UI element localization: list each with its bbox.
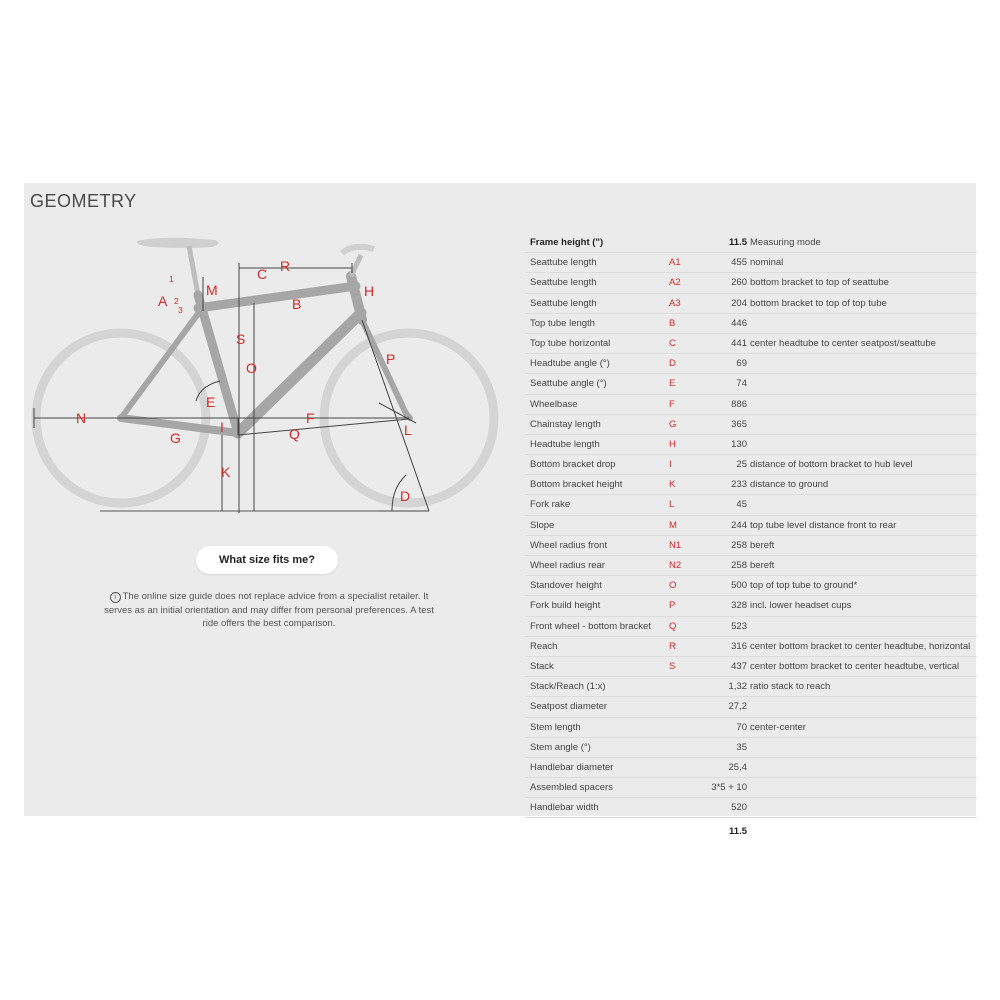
table-row [525,435,977,455]
footer-value: 11.5 [729,826,747,838]
row-desc: bereft [750,560,775,571]
header-value: 11.5 [729,237,747,248]
row-desc: top of top tube to ground* [750,580,858,592]
row-code: A3 [669,297,681,309]
row-code: K [669,479,676,491]
row-value: 523 [731,620,747,632]
label-a: A [158,293,168,309]
row-code: R [669,640,676,652]
row-value: 328 [731,600,747,612]
label-2: 2 [174,296,179,306]
row-label: Stem angle (°) [530,741,591,753]
row-label: Headtube length [530,438,600,450]
top-tube [198,286,356,308]
table-body [525,253,977,818]
label-k: K [221,464,231,480]
row-value: 69 [736,358,747,370]
row-value: 520 [731,802,747,814]
table-row [525,718,977,738]
label-f: F [306,410,315,426]
row-label: Chainstay length [530,418,601,430]
row-label: Top tube horizontal [530,337,611,349]
row-value: 258 [731,560,747,571]
row-code: F [669,398,675,410]
label-b: B [292,296,302,312]
row-desc: ratio stack to reach [750,681,831,693]
table-row [525,657,977,677]
row-value: 500 [731,580,747,592]
table-row [525,778,977,798]
note-text: The online size guide does not replace advice from a specialist retailer. It serves as an initial orientation and may differ from personal preferences. A test ride offers the best comparison. [104,591,434,629]
row-value: 455 [731,257,747,269]
label-i: I [220,419,224,435]
label-g: G [170,430,181,446]
saddle [137,238,219,248]
row-desc: incl. lower headset cups [750,600,852,612]
row-code: H [669,438,676,450]
row-label: Top tube length [530,317,595,329]
row-value: 25,4 [728,761,747,773]
bike-geometry-diagram [24,183,524,543]
table-row [525,253,977,273]
row-desc: distance of bottom bracket to hub level [750,459,913,471]
row-value: 1,32 [728,681,747,693]
row-value: 446 [731,317,747,329]
row-code: C [669,337,676,349]
table-row [525,758,977,778]
size-guide-button[interactable]: What size fits me? [196,546,338,574]
row-value: 886 [731,398,747,410]
row-desc: center bottom bracket to center headtube, vertical [750,660,960,672]
row-code: E [669,378,676,390]
table-row [525,415,977,435]
row-label: Slope [530,519,555,531]
row-code: M [669,519,677,531]
head-tube [351,276,362,320]
table-row [525,273,977,293]
row-code: Q [669,620,677,632]
row-desc: center-center [750,721,806,733]
label-c: C [257,266,268,282]
row-label: Fork rake [530,499,571,511]
table-row [525,516,977,536]
row-value: 27,2 [728,701,747,713]
row-label: Seattube length [530,257,597,269]
row-value: 316 [731,640,747,652]
row-desc: distance to ground [750,479,829,491]
row-value: 45 [736,499,747,511]
label-d: D [400,488,411,504]
row-desc: center headtube to center seatpost/seattube [750,337,936,349]
row-value: 3*5 + 10 [711,782,747,794]
row-code: B [669,317,676,329]
row-label: Seatpost diameter [530,701,608,713]
table-row [525,455,977,475]
table-row [525,596,977,616]
row-value: 233 [731,479,747,491]
label-l: L [404,422,412,438]
row-label: Stem length [530,721,581,733]
table-row [525,677,977,697]
seatpost [189,246,198,295]
row-code: N2 [669,560,682,571]
table-row [525,395,977,415]
table-row [525,798,977,818]
row-value: 441 [731,337,747,349]
row-label: Bottom bracket height [530,479,623,491]
table-row [525,738,977,758]
row-label: Seattube length [530,277,597,289]
table-row [525,334,977,354]
row-value: 35 [736,741,747,753]
row-label: Handlebar width [530,802,599,814]
label-n: N [76,410,87,426]
row-code: A2 [669,277,681,289]
label-3: 3 [178,305,183,315]
row-desc: bottom bracket to top of seattube [750,277,889,289]
table-header-row [525,233,977,253]
row-label: Stack/Reach (1:x) [530,681,606,693]
table-row [525,617,977,637]
label-s: S [236,331,246,347]
label-1: 1 [169,274,174,284]
table-row [525,697,977,717]
label-h: H [364,283,375,299]
row-value: 25 [736,459,747,471]
row-value: 258 [731,539,747,551]
row-code: S [669,660,676,672]
row-label: Stack [530,660,554,672]
row-label: Wheel radius rear [530,560,605,571]
row-label: Bottom bracket drop [530,459,616,471]
size-guide-note [104,590,434,631]
row-code: G [669,418,677,430]
table-footer-row [525,818,977,842]
row-value: 70 [736,721,747,733]
row-code: D [669,358,676,370]
table-row [525,354,977,374]
row-code: O [669,580,677,592]
row-code: P [669,600,676,612]
row-value: 130 [731,438,747,450]
row-desc: top tube level distance front to rear [750,519,897,531]
header-label: Frame height (") [530,237,604,248]
header-desc: Measuring mode [750,237,821,248]
table-row [525,576,977,596]
label-e: E [206,394,216,410]
label-m: M [206,282,218,298]
row-label: Wheel radius front [530,539,608,551]
row-value: 260 [731,277,747,289]
table-row [525,637,977,657]
row-code: I [669,459,672,471]
row-label: Seattube angle (°) [530,378,607,390]
row-value: 437 [731,660,747,672]
label-q: Q [289,426,300,442]
row-label: Fork build height [530,600,601,612]
row-label: Headtube angle (°) [530,358,610,370]
row-code: L [669,499,675,511]
table-row [525,374,977,394]
dim-d-slope [362,320,429,511]
row-value: 365 [731,418,747,430]
label-o: O [246,360,257,376]
row-label: Handlebar diameter [530,761,614,773]
table-row [525,314,977,334]
table-row [525,495,977,515]
table-row [525,536,977,556]
row-value: 204 [731,297,747,309]
handlebar [342,247,374,253]
label-p: P [386,351,396,367]
table-row [525,294,977,314]
row-label: Standover height [530,580,602,592]
row-desc: bereft [750,539,775,551]
label-r: R [280,258,291,274]
row-code: A1 [669,257,681,269]
geometry-panel [24,183,976,838]
row-code: N1 [669,539,682,551]
row-label: Seattube length [530,297,597,309]
table-row [525,556,977,576]
section-title: GEOMETRY [30,191,137,211]
row-label: Front wheel - bottom bracket [530,620,651,632]
table-row [525,475,977,495]
row-label: Reach [530,640,558,652]
row-desc: center bottom bracket to center headtube, horizontal [750,640,971,652]
row-label: Wheelbase [530,398,578,410]
diagram-labels [76,258,412,504]
row-value: 74 [736,378,747,390]
row-desc: nominal [750,257,784,269]
row-value: 244 [731,519,747,531]
row-desc: bottom bracket to top of top tube [750,297,887,309]
geometry-table [525,233,977,842]
row-label: Assembled spacers [530,782,613,794]
info-icon: i [110,592,121,603]
